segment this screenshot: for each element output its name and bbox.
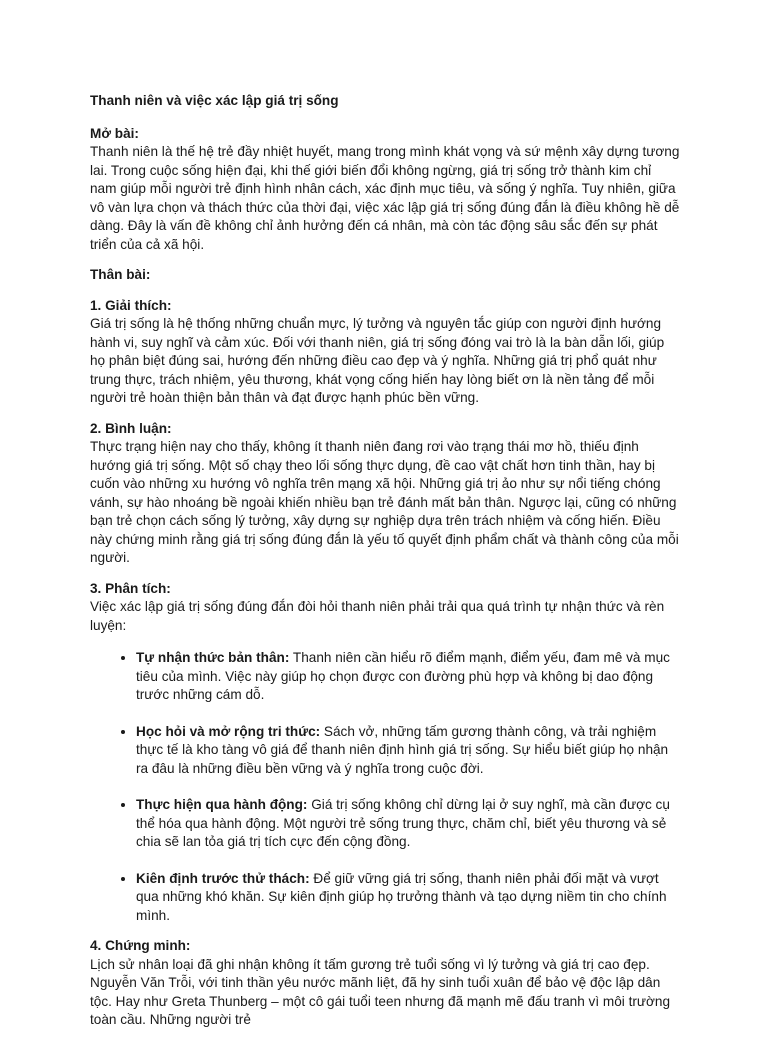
section-discuss-heading: 2. Bình luận:	[90, 420, 172, 436]
list-item-text: Giá trị sống không chỉ dừng lại ở suy nghĩ, mà cần được cụ thể hóa qua hành động. Một người trẻ sống trung thực, chăm chỉ, biết yêu thương và sẻ chia sẽ lan tỏa giá trị tích cực đến cộng đồng.	[136, 797, 670, 849]
section-explain	[90, 297, 680, 408]
analyze-list	[90, 649, 680, 925]
section-analyze	[90, 580, 680, 636]
body-heading: Thân bài:	[90, 267, 151, 282]
list-item-label: Thực hiện qua hành động:	[136, 797, 308, 812]
section-discuss	[90, 420, 680, 568]
list-item-text: Thanh niên cần hiểu rõ điểm mạnh, điểm yếu, đam mê và mục tiêu của mình. Việc này giúp họ chọn được con đường phù hợp và không bị dao động trước những cám dỗ.	[136, 650, 670, 702]
document-title: Thanh niên và việc xác lập giá trị sống	[90, 93, 339, 108]
intro-heading: Mở bài:	[90, 125, 139, 141]
document-page	[90, 92, 680, 1042]
section-prove	[90, 937, 680, 1030]
list-item	[136, 870, 680, 926]
list-item	[136, 723, 680, 779]
section-prove-text: Lịch sử nhân loại đã ghi nhận không ít tấm gương trẻ tuổi sống vì lý tưởng và giá trị cao đẹp. Nguyễn Văn Trỗi, với tinh thần yêu nước mãnh liệt, đã hy sinh tuổi xuân để bảo vệ độc lập dân tộc. Hay như Greta Thunberg – một cô gái tuổi teen nhưng đã mạnh mẽ đấu tranh vì môi trường toàn cầu. Những người trẻ	[90, 956, 671, 1027]
section-analyze-heading: 3. Phân tích:	[90, 580, 171, 596]
list-item-label: Học hỏi và mở rộng tri thức:	[136, 723, 321, 739]
list-item-text: Sách vở, những tấm gương thành công, và trải nghiệm thực tế là kho tàng vô giá để thanh niên định hình giá trị sống. Sự hiểu biết giúp họ nhận ra đâu là những điều bền vững và ý nghĩa trong cuộc đời.	[136, 723, 669, 776]
section-prove-heading: 4. Chứng minh:	[90, 938, 191, 953]
intro-paragraph	[90, 125, 680, 255]
list-item-label: Kiên định trước thử thách:	[136, 870, 310, 886]
list-item	[136, 649, 680, 705]
intro-text: Thanh niên là thế hệ trẻ đầy nhiệt huyết, mang trong mình khát vọng và sứ mệnh xây dựng tương lai. Trong cuộc sống hiện đại, khi thế giới biến đổi không ngừng, giá trị sống trở thành kim chỉ nam giúp mỗi người trẻ định hình nhân cách, xác định mục tiêu, và sống ý nghĩa. Tuy nhiên, giữa vô vàn lựa chọn và thách thức của thời đại, việc xác lập giá trị sống đúng đắn là điều không hề dễ dàng. Đây là vấn đề không chỉ ảnh hưởng đến cá nhân, mà còn tác động sâu sắc đến sự phát triển của cả xã hội.	[90, 144, 680, 252]
section-explain-text: Giá trị sống là hệ thống những chuẩn mực, lý tưởng và nguyên tắc giúp con người định hướng hành vi, suy nghĩ và cảm xúc. Đối với thanh niên, giá trị sống đóng vai trò là la bàn dẫn lối, giúp họ phân biệt đúng sai, hướng đến những điều cao đẹp và ý nghĩa. Những giá trị phổ quát như trung thực, trách nhiệm, yêu thương, khát vọng cống hiến hay lòng biết ơn là nền tảng để mỗi người trẻ hoàn thiện bản thân và đạt được hạnh phúc bền vững.	[90, 316, 665, 405]
list-item-label: Tự nhận thức bản thân:	[136, 650, 290, 665]
section-explain-heading: 1. Giải thích:	[90, 297, 172, 313]
section-discuss-text: Thực trạng hiện nay cho thấy, không ít thanh niên đang rơi vào trạng thái mơ hồ, thiếu định hướng giá trị sống. Một số chạy theo lối sống thực dụng, đề cao vật chất hơn tinh thần, hay bị cuốn vào những xu hướng vô nghĩa trên mạng xã hội. Những giá trị ảo như sự nổi tiếng chóng vánh, sự hào nhoáng bề ngoài khiến nhiều bạn trẻ đánh mất bản thân. Ngược lại, cũng có những bạn trẻ chọn cách sống lý tưởng, xây dựng sự nghiệp dựa trên trách nhiệm và cống hiến. Điều này chứng minh rằng giá trị sống đúng đắn là yếu tố quyết định phẩm chất và thành công của mỗi người.	[90, 439, 679, 565]
list-item-text: Để giữ vững giá trị sống, thanh niên phải đối mặt và vượt qua những khó khăn. Sự kiên định giúp họ trưởng thành và tạo dựng niềm tin cho chính mình.	[136, 870, 667, 923]
list-item	[136, 796, 680, 852]
section-analyze-text: Việc xác lập giá trị sống đúng đắn đòi hỏi thanh niên phải trải qua quá trình tự nhận thức và rèn luyện:	[90, 599, 665, 633]
